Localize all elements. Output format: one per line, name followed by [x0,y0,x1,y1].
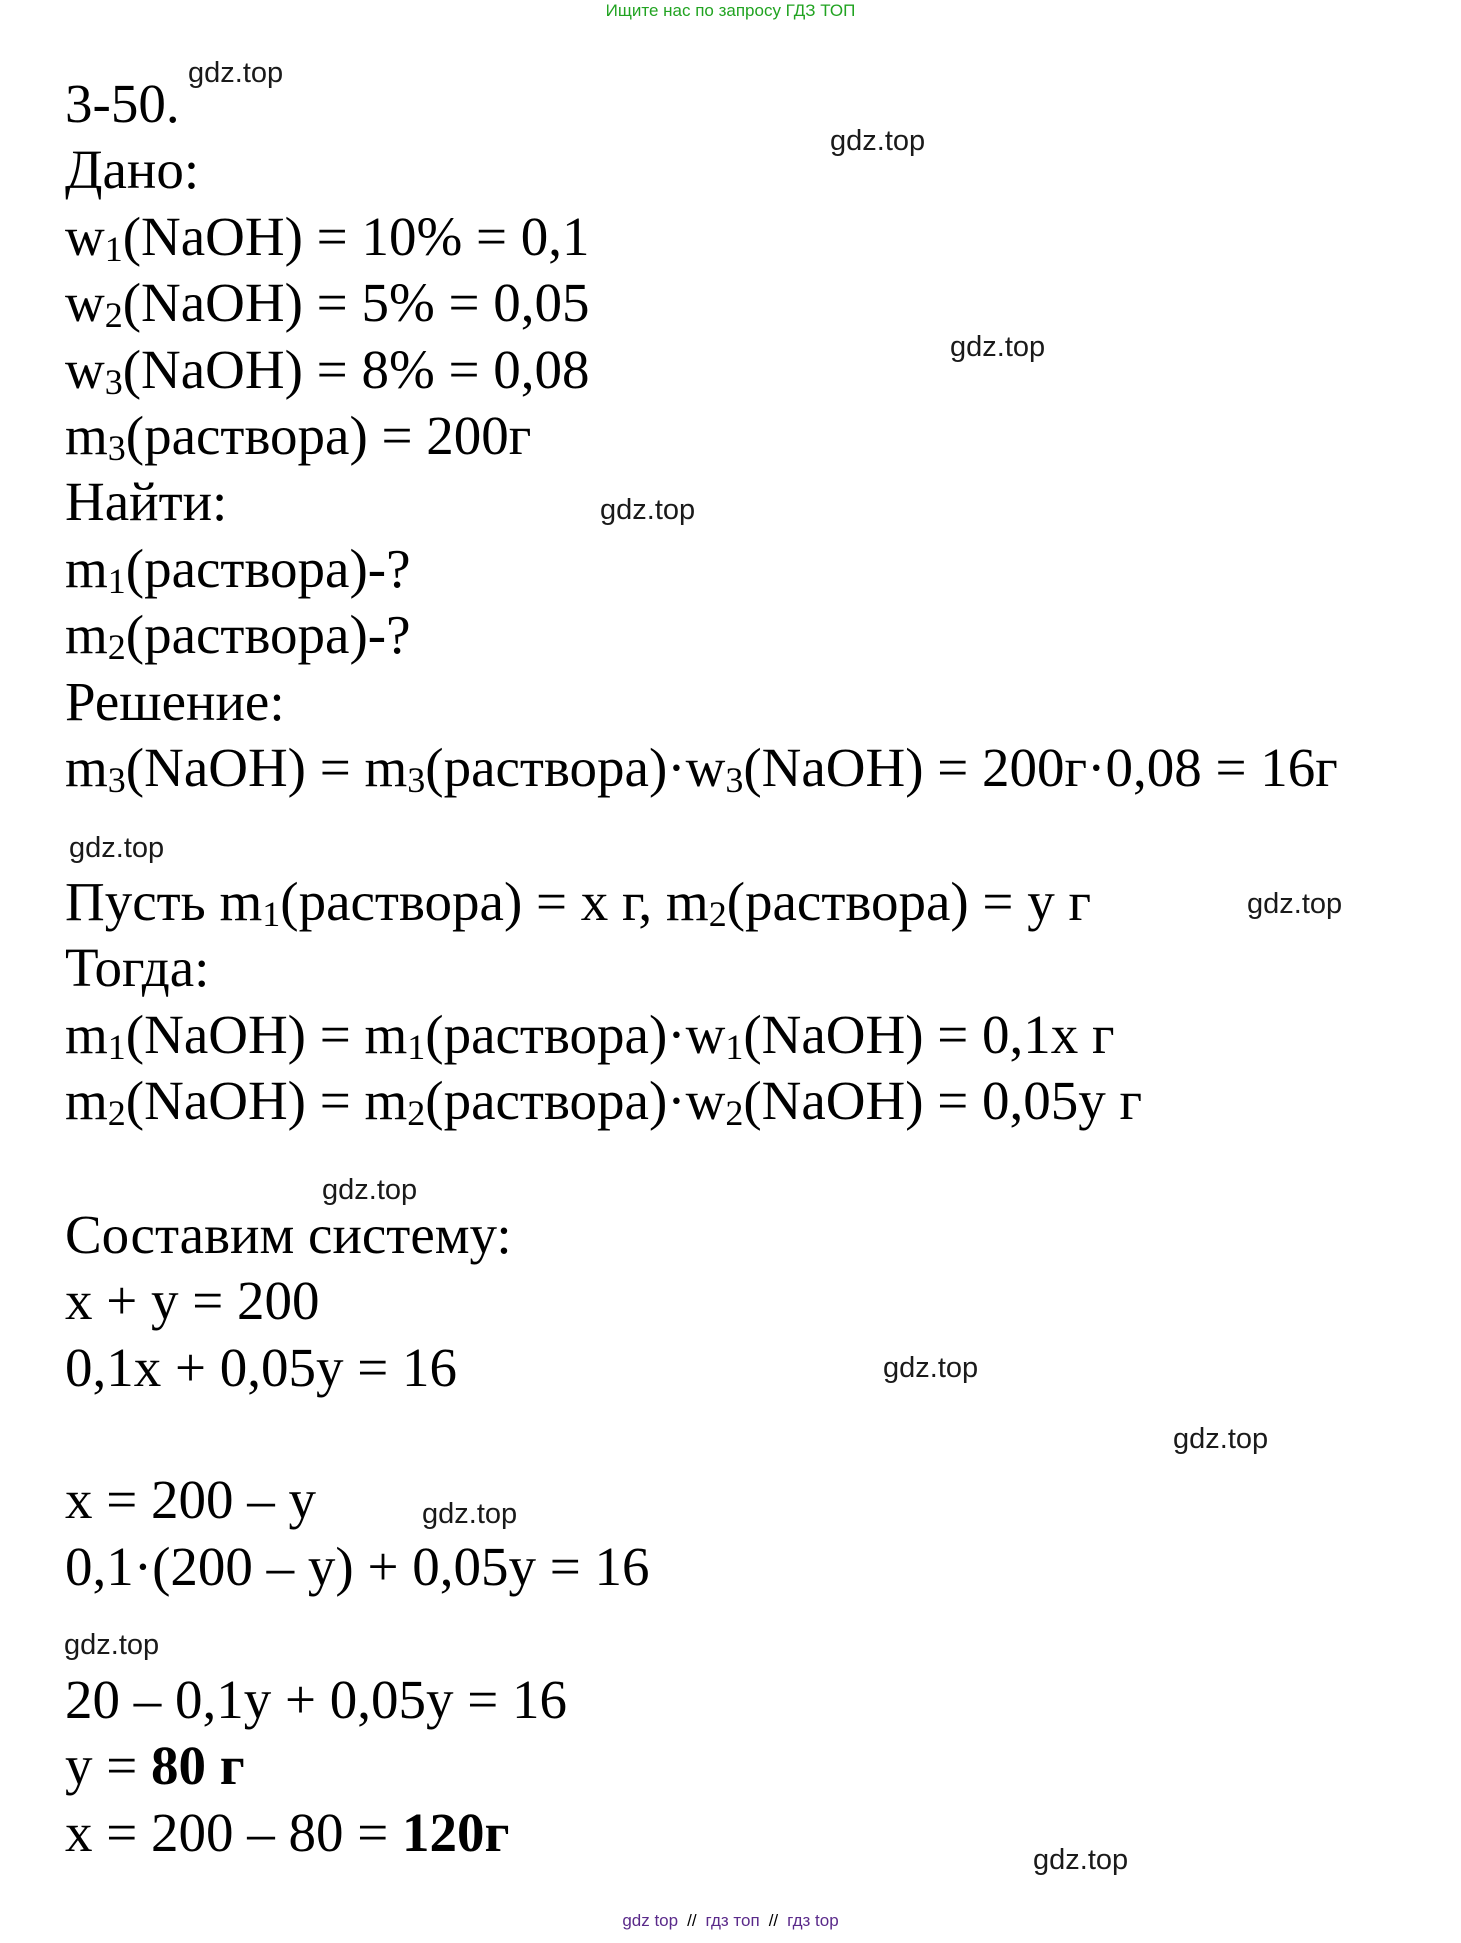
find-m2: m2(раствора)-? [65,604,411,667]
given-m3: m3(раствора) = 200г [65,405,532,468]
given-w1: w1(NaOH) = 10% = 0,1 [65,206,590,269]
let-statement: Пусть m1(раствора) = x г, m2(раствора) = y г [65,871,1092,934]
then-label: Тогда: [65,937,210,998]
watermark: gdz.top [322,1174,418,1206]
problem-number: 3-50. [65,73,180,134]
equation-m3-naoh: m3(NaOH) = m3(раствора)·w3(NaOH) = 200г·0,08 = 16г [65,737,1338,800]
footer [0,1910,1461,1932]
substitution-2: 0,1·(200 – y) + 0,05y = 16 [65,1536,650,1597]
watermark: gdz.top [950,331,1046,363]
given-w2: w2(NaOH) = 5% = 0,05 [65,272,590,335]
footer-link-1[interactable]: gdz top [622,1911,679,1930]
footer-link-3[interactable]: гдз top [787,1911,839,1930]
watermark: gdz.top [1033,1844,1129,1876]
find-label: Найти: [65,471,228,532]
watermark: gdz.top [830,125,926,157]
watermark: gdz.top [422,1498,518,1530]
system-label: Составим систему: [65,1204,512,1265]
footer-separator: // [687,1911,697,1930]
watermark: gdz.top [1247,888,1343,920]
watermark: gdz.top [1173,1423,1269,1455]
watermark: gdz.top [64,1629,160,1661]
watermark: gdz.top [600,494,696,526]
watermark: gdz.top [69,832,165,864]
equation-m2-naoh: m2(NaOH) = m2(раствора)·w2(NaOH) = 0,05y г [65,1070,1143,1133]
footer-separator: // [768,1911,779,1930]
system-eq-1: x + y = 200 [65,1270,320,1331]
given-w3: w3(NaOH) = 8% = 0,08 [65,339,590,402]
given-label: Дано: [65,139,200,200]
answer-y: y = 80 г [65,1735,245,1796]
substitution-1: x = 200 – y [65,1469,317,1530]
watermark: gdz.top [188,57,284,89]
footer-link-2[interactable]: гдз топ [705,1911,760,1930]
answer-x: x = 200 – 80 = 120г [65,1802,510,1863]
solution-label: Решение: [65,671,285,732]
watermark: gdz.top [883,1352,979,1384]
system-eq-2: 0,1x + 0,05y = 16 [65,1337,458,1398]
top-banner: Ищите нас по запросу ГДЗ ТОП [605,1,856,20]
step-3: 20 – 0,1y + 0,05y = 16 [65,1669,568,1730]
find-m1: m1(раствора)-? [65,538,411,601]
equation-m1-naoh: m1(NaOH) = m1(раствора)·w1(NaOH) = 0,1x г [65,1004,1115,1067]
